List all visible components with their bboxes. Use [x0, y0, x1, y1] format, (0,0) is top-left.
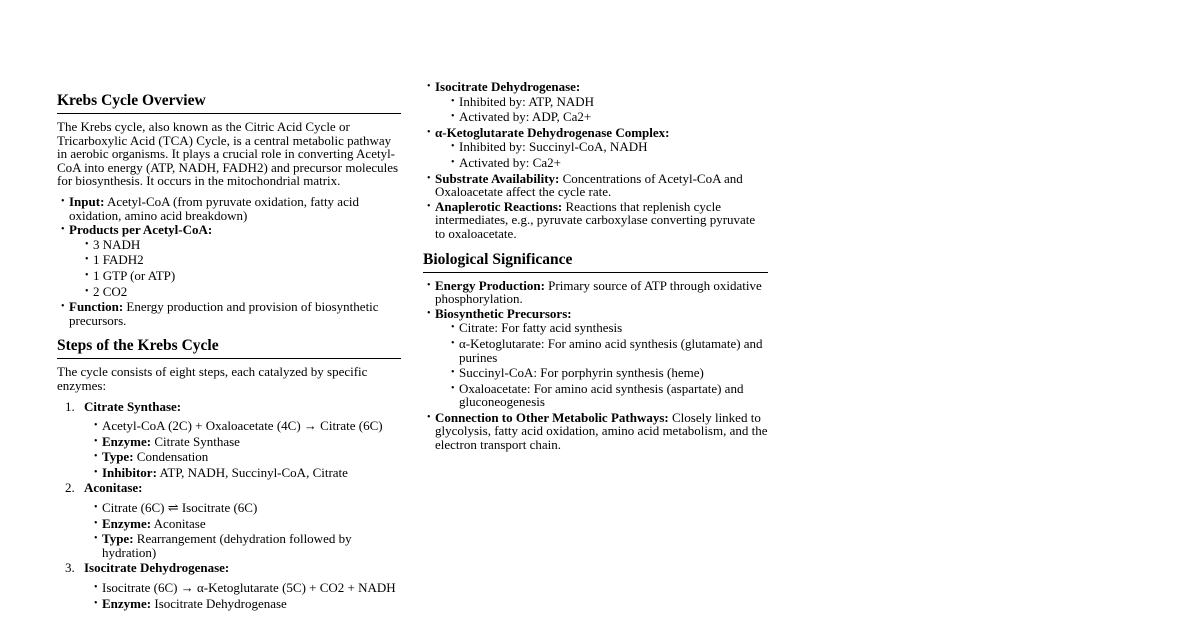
list-item: • 2 CO2	[81, 285, 401, 299]
substrate-item	[423, 172, 768, 199]
overview-list	[57, 195, 401, 327]
type-label: Type:	[102, 531, 134, 547]
precursors-item	[423, 307, 768, 409]
substrate-text: Concentrations of Acetyl-CoA and Oxaloacetate affect the cycle rate.	[435, 170, 743, 200]
akg-sublist	[435, 140, 768, 169]
step-number: 2.	[65, 480, 75, 496]
step-item	[57, 481, 401, 559]
step-type	[90, 532, 401, 559]
steps-heading: Steps of the Krebs Cycle	[57, 337, 401, 359]
step-details	[84, 501, 401, 559]
overview-section	[57, 92, 401, 327]
right-column	[423, 80, 768, 453]
function-item	[57, 300, 401, 327]
step-inhibitor	[90, 466, 401, 480]
input-text: Acetyl-CoA (from pyruvate oxidation, fatty acid oxidation, amino acid breakdown)	[69, 193, 359, 223]
left-column	[57, 92, 401, 612]
idh-sublist	[435, 95, 768, 124]
input-item	[57, 195, 401, 222]
akg-regulation-item	[423, 126, 768, 170]
energy-text: Primary source of ATP through oxidative phosphorylation.	[435, 277, 762, 307]
list-item: • 3 NADH	[81, 238, 401, 252]
list-item: • Inhibited by: ATP, NADH	[447, 95, 768, 109]
step-details	[84, 419, 401, 479]
type-value: Rearrangement (dehydration followed by hydration)	[102, 531, 352, 560]
inhibitor-label: Inhibitor:	[102, 464, 157, 480]
step-number: 3.	[65, 560, 75, 576]
step-reaction: • Acetyl-CoA (2C) + Oxaloacetate (4C) → Citrate (6C)	[90, 419, 401, 433]
enzyme-label: Enzyme:	[102, 433, 152, 449]
step-item	[57, 400, 401, 480]
step-reaction: • Citrate (6C) ⇌ Isocitrate (6C)	[90, 501, 401, 515]
connection-text: Closely linked to glycolysis, fatty acid oxidation, amino acid metabolism, and the electron transport chain.	[435, 409, 768, 453]
idh-label: Isocitrate Dehydrogenase:	[435, 79, 581, 94]
inhibitor-value: ATP, NADH, Succinyl-CoA, Citrate	[159, 464, 348, 480]
type-label: Type:	[102, 449, 134, 465]
step-number: 1.	[65, 398, 75, 414]
significance-list	[423, 279, 768, 452]
anaplerotic-text: Reactions that replenish cycle intermediates, e.g., pyruvate carboxylase converting pyruvate to oxaloacetate.	[435, 198, 756, 241]
step-details	[84, 581, 401, 610]
substrate-label: Substrate Availability:	[435, 170, 560, 186]
energy-item	[423, 279, 768, 306]
anaplerotic-item	[423, 200, 768, 241]
connection-item	[423, 411, 768, 452]
connection-label: Connection to Other Metabolic Pathways:	[435, 409, 669, 425]
steps-intro: The cycle consists of eight steps, each catalyzed by specific enzymes:	[57, 364, 368, 393]
step-enzyme	[90, 597, 401, 611]
precursors-sublist	[435, 321, 768, 409]
input-label: Input:	[69, 193, 105, 209]
products-label: Products per Acetyl-CoA:	[69, 222, 213, 238]
step-title: Isocitrate Dehydrogenase:	[84, 560, 230, 576]
enzyme-value: Citrate Synthase	[154, 433, 240, 449]
list-item: • Oxaloacetate: For amino acid synthesis (aspartate) and gluconeogenesis	[447, 382, 768, 409]
step-title: Aconitase:	[84, 480, 143, 496]
products-list	[69, 238, 401, 298]
idh-regulation-item	[423, 80, 768, 124]
function-text: Energy production and provision of biosynthetic precursors.	[69, 299, 379, 328]
enzyme-value: Aconitase	[153, 515, 206, 531]
overview-heading: Krebs Cycle Overview	[57, 92, 401, 114]
list-item: • Activated by: ADP, Ca2+	[447, 110, 768, 124]
anaplerotic-label: Anaplerotic Reactions:	[435, 198, 563, 214]
step-enzyme	[90, 517, 401, 531]
list-item: • α-Ketoglutarate: For amino acid synthesis (glutamate) and purines	[447, 337, 768, 364]
akg-label: α-Ketoglutarate Dehydrogenase Complex:	[435, 124, 670, 140]
enzyme-label: Enzyme:	[102, 515, 152, 531]
step-reaction: • Isocitrate (6C) → α-Ketoglutarate (5C) + CO2 + NADH	[90, 581, 401, 595]
significance-section	[423, 251, 768, 452]
function-label: Function:	[69, 299, 124, 315]
step-type	[90, 450, 401, 464]
list-item: • Citrate: For fatty acid synthesis	[447, 321, 768, 335]
step-enzyme	[90, 435, 401, 449]
list-item: • Inhibited by: Succinyl-CoA, NADH	[447, 140, 768, 154]
steps-section	[57, 337, 401, 610]
steps-list	[57, 400, 401, 611]
regulation-list	[423, 80, 768, 241]
type-value: Condensation	[136, 449, 209, 465]
list-item: • 1 FADH2	[81, 253, 401, 267]
list-item: • 1 GTP (or ATP)	[81, 269, 401, 283]
list-item: • Activated by: Ca2+	[447, 156, 768, 170]
step-item	[57, 561, 401, 610]
list-item: • Succinyl-CoA: For porphyrin synthesis (heme)	[447, 366, 768, 380]
step-title: Citrate Synthase:	[84, 398, 182, 414]
significance-heading: Biological Significance	[423, 251, 768, 273]
precursors-label: Biosynthetic Precursors:	[435, 305, 572, 321]
enzyme-label: Enzyme:	[102, 595, 152, 611]
energy-label: Energy Production:	[435, 277, 545, 293]
enzyme-value: Isocitrate Dehydrogenase	[154, 595, 287, 611]
products-item	[57, 223, 401, 298]
overview-paragraph: The Krebs cycle, also known as the Citric Acid Cycle or Tricarboxylic Acid (TCA) Cycle, is a central metabolic pathway in aerobic organisms. It plays a crucial role in converting Acetyl-CoA into energy (ATP, NADH, FADH2) and precursor molecules for biosynthesis. It occurs in the mitochondrial matrix.	[57, 119, 399, 189]
